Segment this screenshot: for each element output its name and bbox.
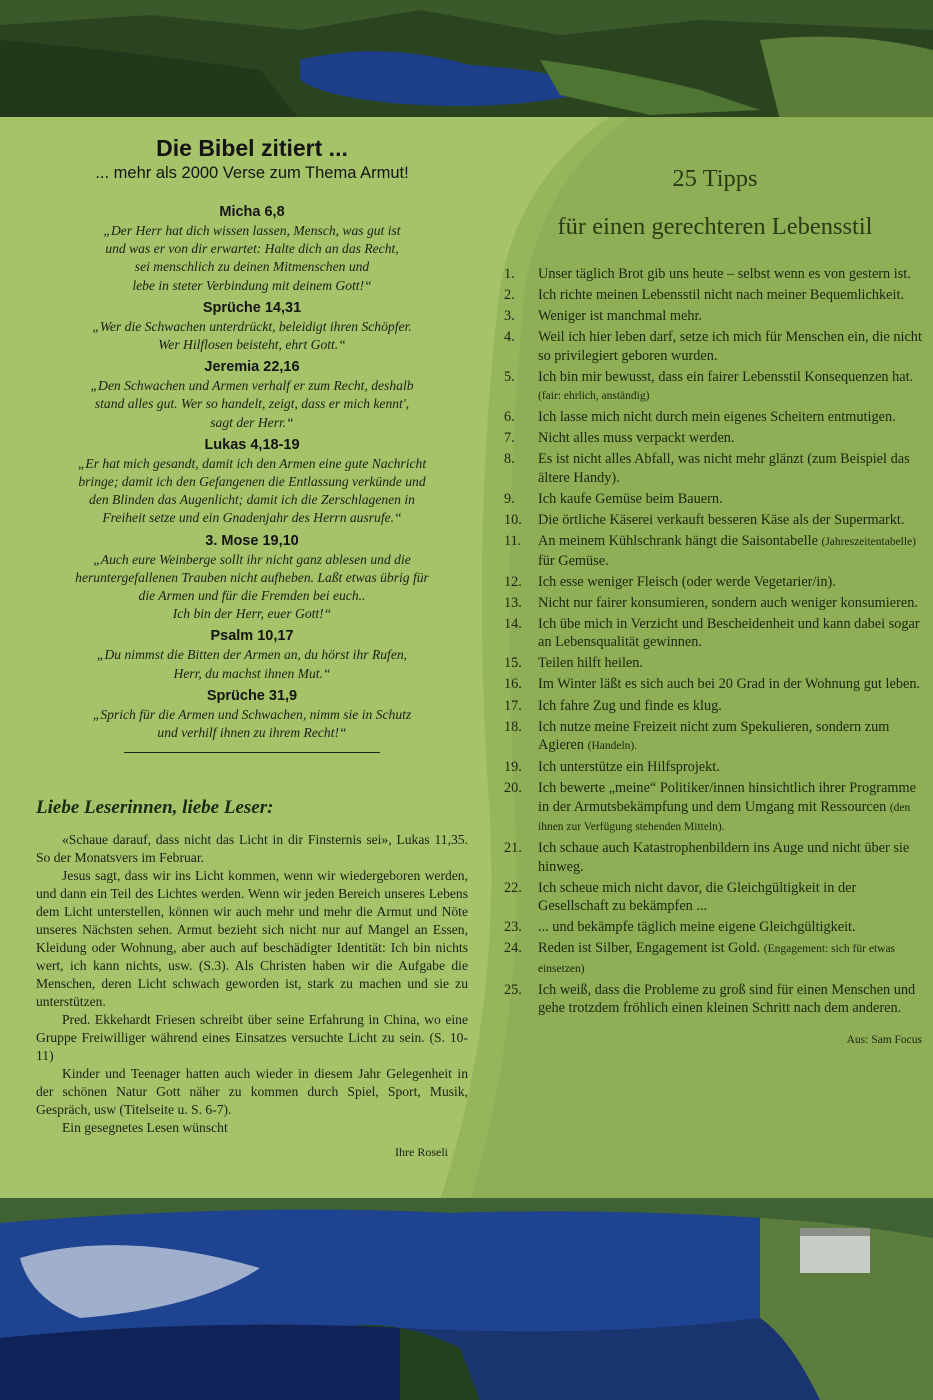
tip-number: 8. [504, 451, 515, 468]
tip-item [500, 918, 930, 936]
tip-text [538, 615, 930, 652]
tip-number: 18. [504, 718, 522, 735]
verse-reference: Sprüche 31,9 [206, 687, 298, 704]
tip-item [500, 718, 930, 756]
tip-main-text: Ich scheue mich nicht davor, die Gleichgültigkeit in der Gesellschaft zu bekämpfen ... [538, 879, 857, 915]
tip-main-text: ... und bekämpfe täglich meine eigene Gleichgültigkeit. [538, 919, 856, 936]
tip-text [538, 654, 930, 672]
letter-paragraph: Pred. Ekkehardt Friesen schreibt über seine Erfahrung in China, wo eine Gruppe Freiwilliger während eines Einsatzes versuchte Licht zu sein. (S. 10-11) [36, 1012, 468, 1064]
tip-text [538, 779, 930, 836]
tip-main-text: Im Winter läßt es sich auch bei 20 Grad in der Wohnung gut leben. [538, 676, 921, 693]
tip-note: (Handeln). [587, 740, 638, 753]
tip-text [538, 532, 930, 570]
tip-item [500, 490, 930, 508]
verse-item [36, 627, 468, 682]
tip-main-text: Teilen hilft heilen. [538, 655, 643, 672]
tip-text [538, 490, 930, 508]
tip-number: 20. [504, 780, 522, 797]
tip-item [500, 450, 930, 487]
tips-title: 25 Tipps [672, 165, 758, 192]
tip-number: 3. [504, 308, 515, 325]
tip-text [538, 368, 930, 406]
tip-note: (Jahreszeitentabelle) [821, 536, 916, 549]
tip-number: 19. [504, 759, 522, 776]
tip-text [538, 265, 930, 283]
tip-number: 5. [504, 368, 515, 385]
tip-item [500, 615, 930, 652]
tip-number: 23. [504, 919, 522, 936]
tip-text [538, 918, 930, 936]
tip-item [500, 307, 930, 325]
tip-item [500, 654, 930, 672]
tip-number: 12. [504, 573, 522, 590]
letter-paragraph: «Schaue darauf, dass nicht das Licht in dir Finsternis sei», Lukas 11,35. So der Monatsvers im Februar. [36, 832, 468, 866]
verse-text: „Sprich für die Armen und Schwachen, nimm sie in Schutz und verhilf ihnen zu ihrem Recht!“ [92, 706, 412, 741]
verse-text: „Du nimmst die Bitten der Armen an, du hörst ihr Rufen, Herr, du machst ihnen Mut.“ [96, 647, 408, 681]
tip-item [500, 429, 930, 447]
tip-number: 14. [504, 615, 522, 632]
tip-text [538, 718, 930, 756]
bible-section-subtitle: ... mehr als 2000 Verse zum Thema Armut! [95, 164, 409, 182]
tip-item [500, 675, 930, 693]
tip-main-text: Weil ich hier leben darf, setze ich mich für Menschen ein, die nicht so privilegiert geboren wurden. [538, 329, 922, 364]
tip-number: 10. [504, 512, 522, 529]
tip-text [538, 307, 930, 325]
tip-main-text: Nicht nur fairer konsumieren, sondern auch weniger konsumieren. [538, 594, 918, 611]
tip-number: 6. [504, 409, 515, 426]
tip-text [538, 450, 930, 487]
verse-reference: Psalm 10,17 [210, 628, 294, 645]
tip-main-text: Ich kaufe Gemüse beim Bauern. [538, 490, 723, 507]
letter-greeting: Liebe Leserinnen, liebe Leser: [36, 797, 274, 819]
tip-note: (den ihnen zur Verfügung stehenden Mitteln). [538, 801, 911, 834]
letter-paragraph: Kinder und Teenager hatten auch wieder in diesem Jahr Gelegenheit in der schönen Natur Gott näher zu kommen durch Spiel, Sport, Musik, Gespräch, usw (Titelseite u. S. 6-7). [36, 1066, 468, 1118]
tip-item [500, 594, 930, 612]
tip-number: 15. [504, 655, 522, 672]
tip-number: 4. [504, 329, 515, 346]
tip-main-text: Nicht alles muss verpackt werden. [538, 430, 735, 447]
tip-tail-text: für Gemüse. [538, 552, 609, 569]
tip-main-text: Die örtliche Käserei verkauft besseren Käse als der Supermarkt. [538, 512, 905, 529]
verse-text: „Wer die Schwachen unterdrückt, beleidigt ihren Schöpfer. Wer Hilflosen beisteht, ehrt Gott.“ [92, 318, 412, 353]
verse-reference: Lukas 4,18-19 [204, 436, 300, 453]
tip-text [538, 675, 930, 693]
tip-text [538, 981, 930, 1018]
tip-main-text: Unser täglich Brot gib uns heute – selbst wenn es von gestern ist. [538, 266, 911, 282]
verse-item [36, 532, 468, 624]
bible-section-title: Die Bibel zitiert ... [156, 135, 348, 161]
letter-signature: Ihre Roseli [395, 1145, 448, 1160]
verse-reference: 3. Mose 19,10 [205, 532, 299, 549]
tip-main-text: Ich lasse mich nicht durch mein eigenes Scheitern entmutigen. [538, 409, 896, 426]
tip-number: 16. [504, 676, 522, 693]
tip-note: (fair: ehrlich, anständig) [538, 390, 650, 403]
tip-number: 2. [504, 287, 515, 304]
tip-text [538, 939, 930, 978]
verse-item [36, 358, 468, 432]
tip-item [500, 573, 930, 591]
tip-text [538, 594, 930, 612]
tip-main-text: Ich richte meinen Lebensstil nicht nach meiner Bequemlichkeit. [538, 287, 905, 304]
tips-list [500, 265, 930, 1018]
tip-main-text: Ich weiß, dass die Probleme zu groß sind für einen Menschen und gehe trotzdem fröhlich einen kleinen Schritt nach dem anderen. [538, 981, 916, 1017]
tip-note: (Engagement: sich für etwas einsetzen) [538, 943, 896, 975]
tip-main-text: Ich nutze meine Freizeit nicht zum Spekulieren, sondern zum Agieren [538, 718, 890, 754]
tip-text [538, 511, 930, 529]
verse-text: „Der Herr hat dich wissen lassen, Mensch, was gut ist und was er von dir erwartet: Halte dich an das Recht, sei menschlich zu deinen Mitmenschen und lebe in steter Verbindung mit deinem Gott!“ [103, 223, 401, 293]
verse-reference: Sprüche 14,31 [202, 299, 302, 316]
letter-paragraph: Ein gesegnetes Lesen wünscht [62, 1120, 228, 1136]
tip-main-text: Ich esse weniger Fleisch (oder werde Vegetarier/in). [538, 573, 836, 590]
tip-number: 11. [504, 533, 522, 550]
tip-number: 21. [504, 840, 522, 857]
tip-main-text: Ich übe mich in Verzicht und Bescheidenheit und kann dabei sogar an Lebensqualität gewinnen. [538, 615, 920, 651]
verse-text: „Den Schwachen und Armen verhalf er zum Recht, deshalb stand alles gut. Wer so handelt, zeigt, dass er mich kennt', sagt der Herr.“ [90, 378, 414, 430]
tip-text [538, 429, 930, 447]
tip-item [500, 532, 930, 570]
tip-text [538, 573, 930, 591]
tip-text [538, 758, 930, 776]
tip-main-text: Es ist nicht alles Abfall, was nicht mehr glänzt (zum Beispiel das ältere Handy). [538, 451, 910, 486]
tip-main-text: Ich unterstütze ein Hilfsprojekt. [538, 759, 720, 776]
verse-reference: Jeremia 22,16 [204, 359, 300, 376]
verse-text: „Er hat mich gesandt, damit ich den Armen eine gute Nachricht bringe; damit ich den Gefangenen die Entlassung verkünde und den Blinden das Augenlicht; damit ich die Zerschlagenen in Freiheit setze und ein Gnadenjahr des Herrn ausrufe.“ [77, 455, 427, 526]
tip-text [538, 328, 930, 365]
tip-item [500, 839, 930, 876]
letter-paragraph: Jesus sagt, dass wir ins Licht kommen, wenn wir wiedergeboren werden, und dann ein Teil des Lichtes werden. Wenn wir jeden Bereich unseres Lebens dem Licht unterstellen, können wir auch mehr und mehr die Armut und Nöte unseres Nächsten sehen. Armut bezieht sich nicht nur auf Mangel an Essen, Kleidung oder Wohnung, aber auch auf beschädigter Identität: Ich bin nichts wert, ich kann nichts, usw. (S.3). Als Christen haben wir die Aufgabe die Menschen, deren Licht schwach geworden ist, stark zu machen und sie zu unterstützen. [36, 868, 468, 1010]
tip-main-text: Ich bin mir bewusst, dass ein fairer Lebensstil Konsequenzen hat. [538, 368, 914, 385]
tips-subtitle: für einen gerechteren Lebensstil [557, 213, 873, 240]
tip-number: 7. [504, 430, 515, 447]
tip-item [500, 368, 930, 406]
tip-main-text: Ich fahre Zug und finde es klug. [538, 697, 722, 714]
tip-main-text: Ich schaue auch Katastrophenbildern ins Auge und nicht über sie hinweg. [538, 840, 910, 875]
tip-item [500, 879, 930, 916]
tip-main-text: An meinem Kühlschrank hängt die Saisontabelle [538, 533, 818, 550]
tip-item [500, 408, 930, 426]
tip-main-text: Weniger ist manchmal mehr. [538, 308, 703, 325]
tip-text [538, 879, 930, 916]
tip-main-text: Ich bewerte „meine“ Politiker/innen hinsichtlich ihrer Programme in der Armutsbekämpfung und dem Umgang mit Ressourcen [538, 780, 916, 815]
tip-item [500, 286, 930, 304]
tip-item [500, 511, 930, 529]
tip-item [500, 939, 930, 978]
editor-letter [36, 831, 468, 1137]
bottom-lake-photo [0, 1198, 933, 1400]
tip-text [538, 408, 930, 426]
tip-number: 1. [504, 266, 515, 282]
verse-item [36, 436, 468, 528]
tip-item [500, 779, 930, 836]
tip-number: 25. [504, 981, 522, 998]
tip-item [500, 758, 930, 776]
tip-number: 9. [504, 490, 515, 507]
tip-number: 17. [504, 697, 522, 714]
tip-text [538, 839, 930, 876]
tip-item [500, 328, 930, 365]
divider-line [124, 752, 380, 753]
tip-text [538, 286, 930, 304]
verse-reference: Micha 6,8 [219, 204, 285, 220]
tips-source: Aus: Sam Focus [846, 1033, 922, 1046]
top-landscape-photo [0, 0, 933, 120]
tip-number: 13. [504, 594, 522, 611]
tip-number: 22. [504, 879, 522, 896]
newsletter-sheet [0, 117, 933, 1200]
verse-text: „Auch eure Weinberge sollt ihr nicht ganz ablesen und die heruntergefallenen Trauben nicht aufheben. Laßt etwas übrig für die Armen und für die Fremden bei euch.. Ich bin der Herr, euer Gott!“ [75, 551, 429, 622]
tip-item [500, 697, 930, 715]
tip-main-text: Reden ist Silber, Engagement ist Gold. [538, 940, 761, 957]
verse-item [36, 203, 468, 295]
tip-item [500, 981, 930, 1018]
tip-text [538, 697, 930, 715]
tip-number: 24. [504, 940, 522, 957]
verse-list [36, 203, 468, 742]
verse-item [36, 687, 468, 742]
tip-item [500, 265, 930, 283]
right-column [500, 117, 930, 1046]
left-column [36, 117, 468, 1160]
verse-item [36, 299, 468, 354]
